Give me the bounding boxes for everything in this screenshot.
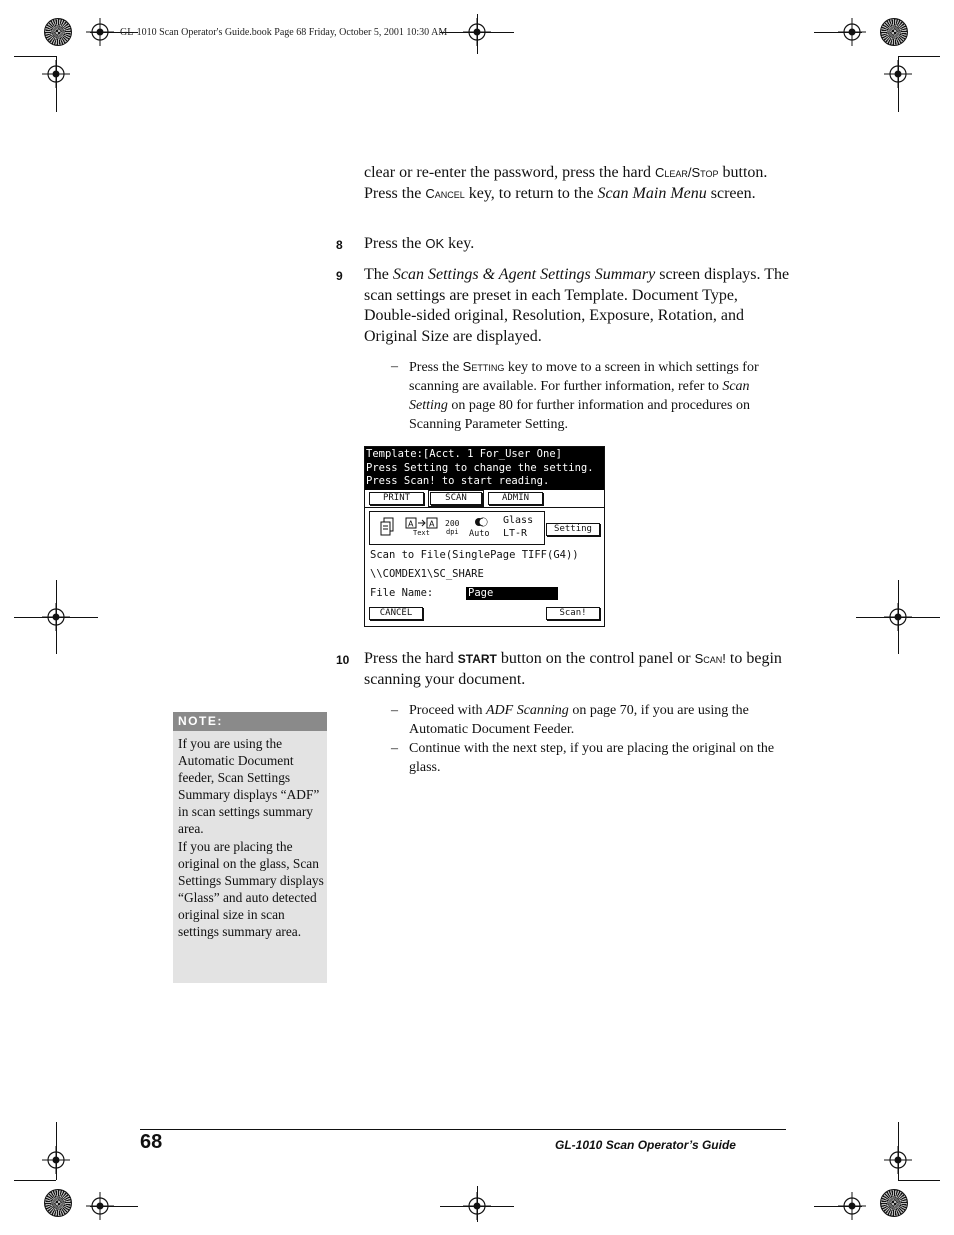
step-10-text: [364, 649, 794, 690]
share-path-text: \\COMDEX1\SC_SHARE: [370, 568, 484, 580]
scan-main-menu-ref: Scan Main Menu: [597, 184, 707, 202]
scan-destination-text: Scan to File(SinglePage TIFF(G4)): [370, 549, 579, 561]
svg-text:A: A: [408, 519, 414, 529]
step-9-text: [364, 265, 794, 347]
setting-button[interactable]: Setting: [546, 523, 600, 536]
file-name-label: File Name:: [370, 587, 434, 599]
resolution-unit: dpi: [446, 528, 459, 536]
tab-admin[interactable]: ADMIN: [488, 492, 543, 505]
bullet-dash: –: [391, 359, 398, 374]
step-number: 9: [336, 269, 343, 283]
screen-message-area: Template:[Acct. 1 For_User One] Press Setting to change the setting. Press Scan! to start reading.: [365, 447, 604, 490]
step-10-bullet-glass: [391, 739, 785, 777]
tab-print[interactable]: PRINT: [369, 492, 424, 505]
scan-settings-summary-screen: [364, 446, 605, 627]
bullet-text: Press the: [409, 360, 463, 375]
registration-mark-icon: [30, 48, 82, 100]
bullet-text: on page 70, if you are using the Automatic Document Feeder.: [409, 703, 749, 737]
registration-mark-icon: [451, 1180, 503, 1232]
registration-mark-icon: [826, 1180, 878, 1232]
color-rosette-icon: [44, 18, 72, 46]
registration-mark-icon: [74, 1180, 126, 1232]
file-name-field[interactable]: Page: [466, 587, 558, 600]
registration-mark-icon: [872, 1134, 924, 1186]
intro-text: clear or re-enter the password, press the hard: [364, 164, 655, 181]
registration-mark-icon: [451, 6, 503, 58]
intro-text: screen.: [706, 184, 756, 202]
color-rosette-icon: [880, 18, 908, 46]
ok-key-label: OK: [425, 236, 445, 251]
document-stack-icon: [380, 517, 394, 537]
step-text: button on the control panel or: [496, 650, 695, 667]
registration-mark-icon: [30, 591, 82, 643]
registration-mark-icon: [826, 6, 878, 58]
bullet-text: Continue with the next step, if you are placing the original on the glass.: [409, 741, 775, 775]
note-heading: NOTE:: [173, 712, 327, 731]
exposure-value: Auto: [469, 529, 490, 539]
step-8-text: [364, 234, 794, 255]
resolution-value: 200: [445, 519, 460, 528]
start-key-label: START: [457, 652, 497, 666]
cancel-button[interactable]: CANCEL: [369, 607, 423, 620]
bullet-text: on page 80 for further information and procedures on Scanning Parameter Setting.: [409, 398, 750, 432]
intro-paragraph: [364, 163, 794, 204]
registration-mark-icon: [872, 591, 924, 643]
scan-setting-ref: Scan Setting: [409, 379, 750, 413]
clear-stop-key-label: Clear/Stop: [654, 165, 719, 180]
bullet-text: key to move to a screen in which settings for scanning are available. For further information, refer to: [409, 360, 759, 394]
step-text: Press the: [364, 235, 426, 252]
step-number: 10: [336, 653, 350, 667]
bullet-dash: –: [391, 703, 398, 718]
intro-text: button. Press the: [364, 164, 768, 202]
step-text: to begin scanning your document.: [364, 650, 782, 688]
step-text: The: [364, 266, 393, 283]
tab-scan[interactable]: SCAN: [430, 492, 482, 505]
intro-text: key, to return to the: [464, 184, 598, 202]
book-header-line: GL-1010 Scan Operator's Guide.book Page 68 Friday, October 5, 2001 10:30 AM: [120, 27, 448, 38]
original-source-value: Glass: [503, 515, 534, 526]
setting-key-label: Setting: [462, 359, 505, 374]
screen-name-ref: Scan Settings & Agent Settings Summary: [392, 266, 656, 283]
bullet-dash: –: [391, 741, 398, 756]
exposure-icon: [474, 517, 488, 527]
document-type-icon: [405, 517, 439, 529]
registration-mark-icon: [30, 1134, 82, 1186]
scan-button[interactable]: Scan!: [546, 607, 600, 620]
cancel-key-label: Cancel: [425, 185, 465, 201]
footer-rule: [140, 1129, 786, 1130]
step-text: screen displays. The scan settings are preset in each Template. Document Type, Double-sided original, Resolution, Exposure, Rotation, and Original Size are displayed.: [364, 266, 790, 345]
footer-title: GL-1010 Scan Operator’s Guide: [555, 1138, 736, 1152]
document-type-value: Text: [413, 529, 430, 537]
note-body: If you are using the Automatic Document feeder, Scan Settings Summary displays “ADF” in scan settings summary area. If you are placing the original on the glass, Scan Settings Summary displays “Glass” and auto detected original size in scan settings summary area.: [173, 731, 327, 983]
color-rosette-icon: [880, 1189, 908, 1217]
step-number: 8: [336, 238, 343, 252]
original-size-value: LT-R: [503, 528, 528, 539]
svg-text:A: A: [429, 519, 435, 529]
tab-divider: [365, 507, 604, 508]
page-number: 68: [140, 1131, 163, 1153]
step-text: key.: [444, 235, 475, 252]
bullet-text: Proceed with: [409, 703, 486, 718]
scan-key-label: Scan!: [694, 651, 726, 666]
step-10-bullet-adf: [391, 701, 785, 739]
adf-scanning-ref: ADF Scanning: [485, 703, 569, 718]
step-text: Press the hard: [364, 650, 458, 667]
step-9-bullet: [391, 357, 785, 434]
registration-mark-icon: [872, 48, 924, 100]
color-rosette-icon: [44, 1189, 72, 1217]
